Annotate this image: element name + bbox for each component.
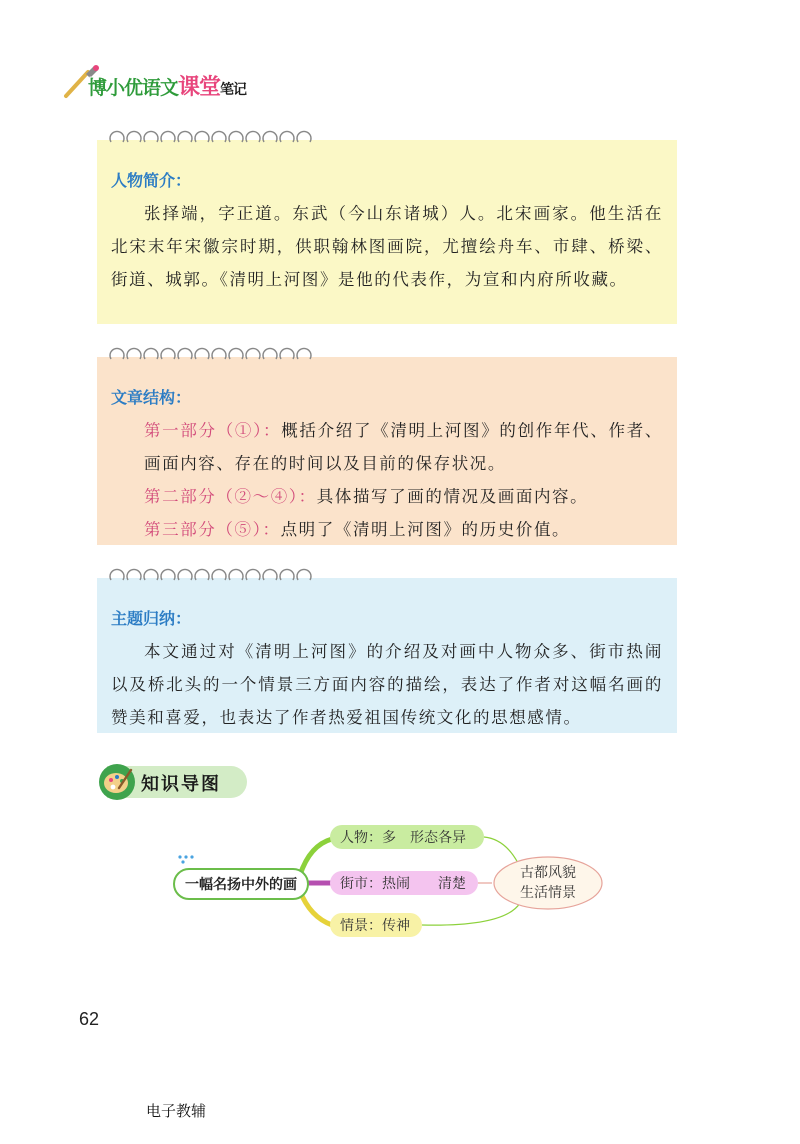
mindmap-summary-line-2: 生活情景 (520, 885, 576, 901)
mindmap-summary-node (494, 857, 602, 909)
intro-title: 人物简介： (111, 171, 192, 190)
theme-box (97, 578, 677, 733)
palette-icon (97, 762, 137, 802)
footer-watermark: 电子教辅 (146, 1102, 207, 1120)
notebook-rings (107, 128, 317, 150)
mindmap-node-street-label: 街市：热闹 清楚 (340, 876, 466, 892)
mindmap-node-street (330, 871, 478, 895)
mindmap-branch-top (300, 839, 332, 875)
mindmap-node-people-label: 人物：多 形态各异 (340, 830, 466, 846)
mindmap-section-title: 知识导图 (141, 774, 221, 795)
brand-logo (62, 62, 302, 106)
mindmap-node-scene (330, 913, 422, 937)
mindmap-section-tag (97, 762, 247, 800)
intro-body: 张择端，字正道。东武（今山东诸城）人。北宋画家。他生活在北宋末年宋徽宗时期，供职翰林图画院，尤擅绘舟车、市肆、桥梁、街道、城郭。《清明上河图》是他的代表作，为宣和内府所收藏。 (111, 204, 663, 289)
character-intro-box (97, 140, 677, 324)
structure-box (97, 357, 677, 545)
mindmap-node-people (330, 825, 484, 849)
notebook-rings (107, 345, 317, 367)
structure-part-1: 第一部分（①）：概括介绍了《清明上河图》的创作年代、作者、画面内容、存在的时间以及目前的保存状况。 (144, 421, 663, 473)
theme-title: 主题归纳： (111, 609, 192, 628)
mindmap-node-scene-label: 情景：传神 (340, 918, 410, 934)
theme-body: 本文通过对《清明上河图》的介绍及对画中人物众多、街市热闹以及桥北头的一个情景三方面内容的描绘，表达了作者对这幅名画的赞美和喜爱，也表达了作者热爱祖国传统文化的思想感情。 (111, 642, 663, 727)
structure-title: 文章结构： (111, 388, 192, 407)
mindmap-summary-link-bottom (422, 903, 520, 925)
structure-part-3: 第三部分（⑤）：点明了《清明上河图》的历史价值。 (144, 520, 571, 539)
mindmap-center-label: 一幅名扬中外的画 (185, 877, 297, 893)
notebook-rings (107, 566, 317, 588)
brand-title: 博小优语文课堂笔记 (88, 75, 247, 100)
mindmap-branch-bottom (300, 891, 332, 925)
mindmap-center-node (174, 855, 308, 899)
page-number: 62 (79, 1009, 100, 1029)
mindmap-diagram (160, 815, 620, 945)
mindmap-summary-link-top (484, 837, 518, 863)
mindmap-summary-line-1: 古都风貌 (520, 865, 576, 881)
structure-part-2: 第二部分（②～④）：具体描写了画的情况及画面内容。 (144, 487, 589, 506)
